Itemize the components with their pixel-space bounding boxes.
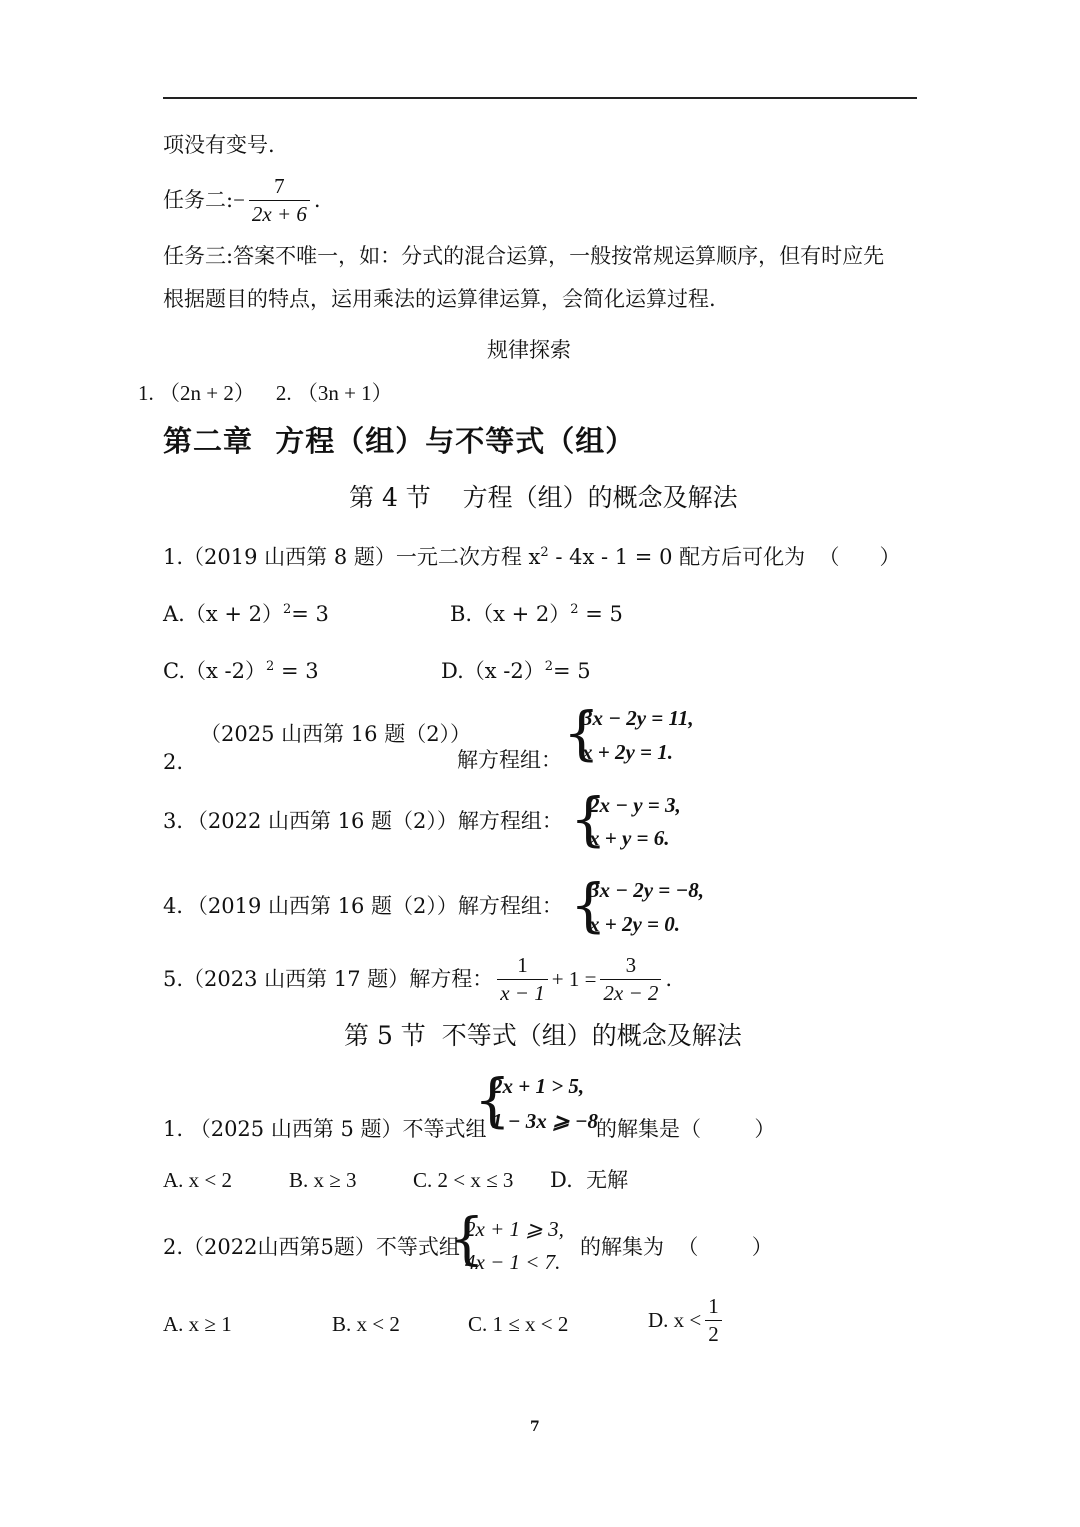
- s5-q1-option-d: D. 无解: [550, 1168, 629, 1192]
- s5-q1-stem: 1. （2025 山西第 5 题）不等式组: [163, 1117, 487, 1141]
- task2-numerator: 7: [274, 174, 285, 198]
- denominator: 2x − 2: [600, 979, 661, 1004]
- fraction: [497, 955, 548, 1004]
- brace-icon: {: [570, 871, 607, 939]
- denominator: 2: [705, 1320, 722, 1345]
- s4-q2-source: （2025 山西第 16 题（2））: [200, 722, 472, 746]
- option-rest: = 3: [274, 659, 319, 683]
- option-text: B.（x + 2）: [450, 602, 571, 626]
- numerator: 3: [625, 953, 637, 977]
- option-text: C.（x -2）: [163, 659, 266, 683]
- s4-q1-option-a: [163, 603, 329, 625]
- task3-line1: 任务三:答案不唯一，如：分式的混合运算，一般按常规运算顺序，但有时应先: [163, 244, 885, 268]
- brace-icon: {: [449, 1207, 485, 1272]
- s5-q1-post: 的解集是（ ）: [596, 1117, 776, 1141]
- section5-title: 第 5 节 不等式（组）的概念及解法: [344, 1021, 742, 1050]
- task2-fraction: [249, 176, 310, 225]
- fraction: [600, 955, 661, 1004]
- s5-q2-post: 的解集为 （ ）: [580, 1235, 773, 1259]
- inequality: 2x + 1 ⩾ 3,: [465, 1217, 564, 1241]
- brace-icon: {: [570, 785, 607, 853]
- task2-answer: [163, 176, 321, 225]
- s4-q1-option-d: [441, 660, 591, 682]
- inequality: 1 − 3x ⩾ −8: [492, 1109, 599, 1133]
- s4-q5: [163, 955, 672, 1004]
- s5-q2-option-a: A. x ≥ 1: [163, 1312, 232, 1336]
- s5-q2-option-b: B. x < 2: [332, 1312, 400, 1336]
- s5-q2-option-c: C. 1 ≤ x < 2: [468, 1312, 569, 1336]
- s4-q1-option-c: [163, 660, 319, 682]
- s5-q1-option-c: C. 2 < x ≤ 3: [413, 1168, 514, 1192]
- s4-q2-prompt: 解方程组：: [457, 748, 562, 772]
- option-sup: 2: [544, 659, 554, 674]
- s4-q2-number: 2.: [163, 750, 184, 774]
- option-sup: 2: [283, 602, 292, 617]
- chapter-title: 第二章 方程（组）与不等式（组）: [163, 424, 636, 458]
- s4-q1-sup: 2: [540, 545, 549, 560]
- equation: x + 2y = 0.: [589, 912, 681, 936]
- continuation-line: 项没有变号.: [163, 133, 275, 157]
- task2-denominator: 2x + 6: [249, 200, 310, 225]
- option-sup: 2: [570, 602, 579, 617]
- s5-q1-option-a: A. x < 2: [163, 1168, 233, 1192]
- option-rest: = 5: [553, 659, 591, 683]
- denominator: x − 1: [497, 979, 548, 1004]
- section4-title: 第 4 节 方程（组）的概念及解法: [349, 483, 738, 512]
- s4-q1-pre: 1.（2019 山西第 8 题）一元二次方程 x: [163, 545, 541, 569]
- brace-icon: {: [474, 1066, 511, 1134]
- option-d-text: D. x <: [648, 1308, 702, 1332]
- s4-q3-stem: 3．（2022 山西第 16 题（2））解方程组：: [163, 809, 563, 833]
- inequality: 4x − 1 < 7.: [465, 1250, 561, 1274]
- pattern-answers: 1. （2n + 2） 2. （3n + 1）: [138, 381, 393, 405]
- page-number: 7: [530, 1419, 540, 1435]
- equation: x + y = 6.: [589, 826, 670, 850]
- task2-label: 任务二:: [163, 188, 234, 212]
- brace-icon: {: [563, 699, 600, 767]
- s4-q4-stem: 4．（2019 山西第 16 题（2））解方程组：: [163, 894, 563, 918]
- s4-q1-stem: [163, 546, 901, 568]
- s4-q5-mid: + 1 =: [551, 967, 597, 991]
- header-rule: [163, 97, 917, 99]
- s4-q1-post: - 4x - 1 = 0 配方后可化为 （ ）: [548, 545, 901, 569]
- numerator: 1: [708, 1294, 719, 1318]
- equation: 2x − y = 3,: [589, 793, 681, 817]
- option-text: D.（x -2）: [441, 659, 545, 683]
- task2-period: .: [313, 188, 321, 212]
- numerator: 1: [517, 953, 528, 977]
- s4-q5-stem: 5.（2023 山西第 17 题）解方程：: [163, 967, 494, 991]
- task3-line2: 根据题目的特点，运用乘法的运算律运算，会简化运算过程.: [163, 287, 716, 311]
- s4-q5-period: .: [665, 967, 673, 991]
- option-rest: = 3: [291, 602, 329, 626]
- equation: 3x − 2y = 11,: [582, 706, 694, 730]
- option-rest: = 5: [578, 602, 623, 626]
- pattern-title: 规律探索: [487, 338, 571, 362]
- equation: 3x − 2y = −8,: [589, 878, 704, 902]
- task2-sign: −: [233, 188, 245, 212]
- s5-q2-option-d: [648, 1296, 726, 1345]
- equation: x + 2y = 1.: [582, 740, 674, 764]
- option-sup: 2: [265, 659, 275, 674]
- s4-q1-option-b: [450, 603, 623, 625]
- fraction: [705, 1296, 722, 1345]
- inequality: 2x + 1 > 5,: [492, 1074, 585, 1098]
- option-text: A.（x + 2）: [163, 602, 283, 626]
- s5-q2-stem: 2.（2022山西第5题）不等式组: [163, 1235, 460, 1259]
- s5-q1-option-b: B. x ≥ 3: [289, 1168, 357, 1192]
